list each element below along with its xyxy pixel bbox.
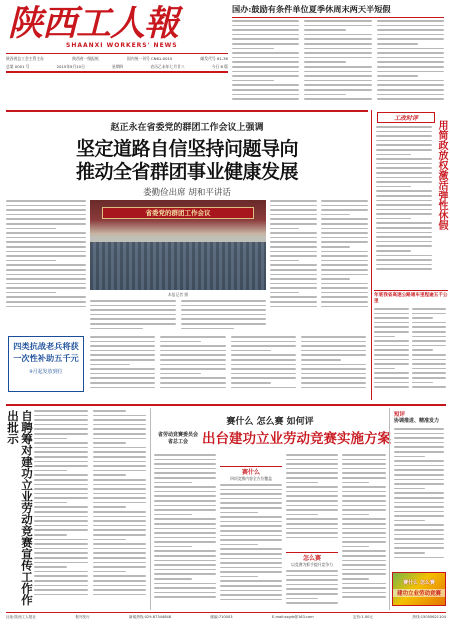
main-story-subtitle: 赵正永在省委党的群团工作会议上强调 bbox=[110, 123, 264, 133]
main-story-body-lower bbox=[90, 300, 266, 332]
right-news-title: 年底我省高速公路通车里程逾五千公里 bbox=[374, 293, 448, 304]
sub1-label: 赛什么 bbox=[220, 466, 282, 476]
masthead-info-row2 bbox=[6, 64, 228, 70]
main-story-headline-1: 坚定道路自信坚持问题导向 bbox=[75, 138, 298, 160]
bottom-right-body bbox=[394, 428, 444, 566]
box-story-date: 9月起发放到位 bbox=[29, 369, 63, 375]
info-item: 陕西省一级报纸 bbox=[72, 56, 99, 61]
main-story-photo bbox=[90, 200, 266, 290]
footer-item: 邮编:710003 bbox=[210, 615, 233, 619]
bottom-main-body-c bbox=[286, 454, 338, 546]
main-story-lead bbox=[6, 200, 86, 320]
top-story bbox=[232, 4, 444, 108]
photo-credit: 本报记者 摄 bbox=[167, 292, 189, 297]
info-item: 国内统一刊号 CN61-0015 bbox=[126, 56, 173, 61]
editorial-title-text: 用简政放权激活弹性休假 bbox=[436, 120, 447, 230]
info-item: 总第 0001 号 bbox=[6, 64, 30, 69]
bottom-main-body-e bbox=[342, 454, 386, 608]
bottom-left-body bbox=[34, 410, 146, 608]
box-story bbox=[8, 336, 84, 392]
promo-line-1: 赛什么 怎么赛 bbox=[403, 580, 435, 586]
editorial-title bbox=[435, 120, 447, 280]
sub2-text: 以竞赛为抓手提升竞争力 bbox=[291, 562, 333, 567]
bottom-main-headline: 出台建功立业劳动竞赛实施方案 bbox=[202, 431, 391, 447]
bottom-main-body-d bbox=[286, 570, 338, 608]
info-item: 农历乙未年七月廿八 bbox=[150, 64, 185, 69]
main-story-body-right bbox=[270, 200, 368, 320]
editorial-body bbox=[376, 126, 432, 284]
footer-item: 社址:陕西工人报社 bbox=[6, 615, 36, 619]
footer-item: E-mail:sxgrb@163.com bbox=[271, 615, 314, 619]
footer bbox=[6, 615, 446, 620]
bottom-left-title-box bbox=[6, 410, 34, 610]
info-item: 陕西省总工会主管主办 bbox=[6, 56, 44, 61]
info-item: 今日 8 版 bbox=[211, 64, 228, 69]
bottom-right-title: 协调推进、精准发力 bbox=[394, 418, 440, 424]
promo-line-2: 建功立业劳动竞赛 bbox=[393, 589, 445, 597]
bottom-right-promo bbox=[392, 572, 446, 606]
bottom-right-kicker: 短评 bbox=[394, 412, 406, 418]
bottom-main-body-b bbox=[220, 484, 282, 608]
bottom-main-sub1 bbox=[220, 466, 282, 482]
box-story-body bbox=[90, 336, 366, 396]
masthead-info-row1 bbox=[6, 56, 228, 62]
editorial-kicker: 工改时评 bbox=[377, 112, 435, 123]
main-story-headline-2: 推动全省群团事业健康发展 bbox=[75, 161, 298, 183]
info-item: 星期四 bbox=[111, 64, 124, 69]
masthead-logo: 陕西工人報 bbox=[8, 3, 179, 44]
top-story-body bbox=[232, 20, 444, 108]
masthead-pinyin: SHAANXI WORKERS' NEWS bbox=[66, 42, 178, 49]
photo-banner: 省委党的群团工作会议 bbox=[145, 209, 211, 217]
box-story-title-2: 一次性补助五千元 bbox=[13, 353, 79, 363]
info-item: 2015年9月10日 bbox=[56, 64, 85, 69]
bottom-main-org bbox=[156, 432, 200, 446]
bottom-left-title: 自聘筹对建功立业劳动竞赛宣传工作作出批示 bbox=[6, 410, 34, 606]
org-line-2: 省总工会 bbox=[167, 439, 188, 445]
sub1-text: 四项竞赛内容全方位覆盖 bbox=[230, 476, 272, 481]
footer-item: 定价:1.00元 bbox=[353, 615, 374, 619]
main-story-byline: 娄勤俭出席 胡和平讲话 bbox=[143, 188, 231, 198]
footer-item: 报刊发行 bbox=[75, 615, 90, 619]
sub2-label: 怎么赛 bbox=[286, 552, 338, 562]
bottom-main-body-a bbox=[154, 454, 216, 608]
masthead bbox=[6, 4, 228, 52]
org-line-1: 省劳动竞赛委员会 bbox=[157, 432, 198, 438]
bottom-main-kicker: 赛什么 怎么赛 如何评 bbox=[226, 417, 314, 427]
info-item: 邮发代号 61-36 bbox=[200, 56, 228, 61]
box-story-title-1: 四类抗战老兵将获 bbox=[13, 341, 79, 351]
footer-item: 热线:15050621104 bbox=[412, 615, 446, 619]
right-news-body bbox=[374, 308, 446, 398]
footer-item: 新闻热线:029-87344848 bbox=[129, 615, 172, 619]
bottom-main-sub2 bbox=[286, 552, 338, 568]
top-story-title: 国办:鼓励有条件单位夏季休周末两天半短假 bbox=[232, 4, 444, 18]
